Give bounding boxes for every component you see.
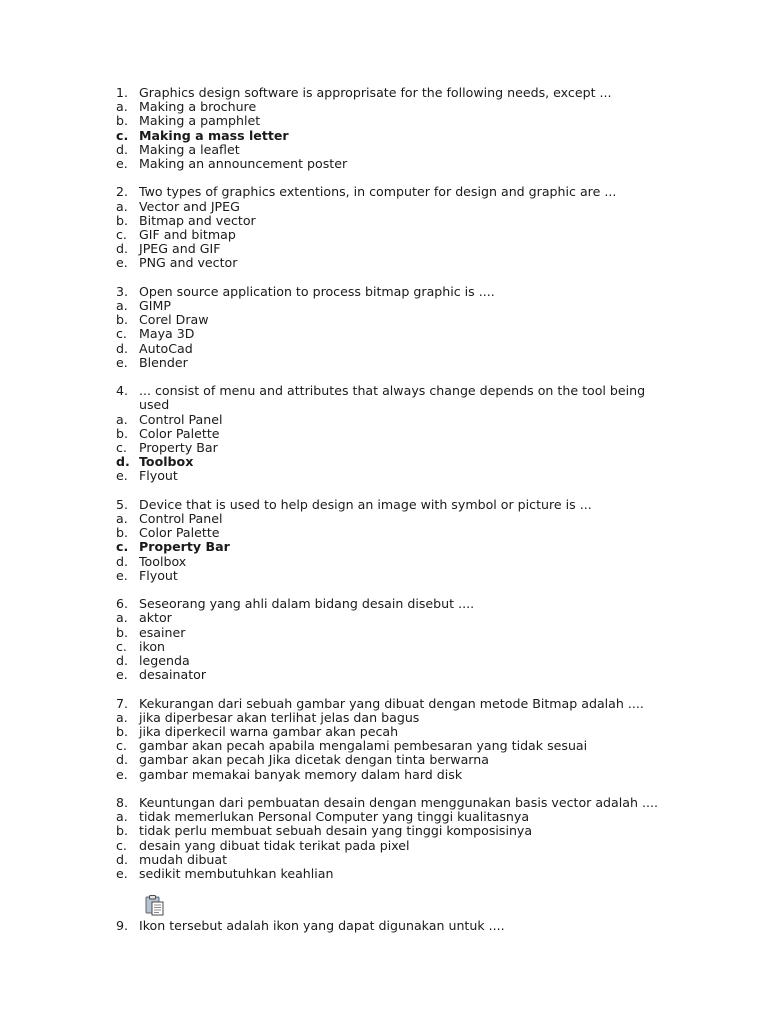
question-3 [116,285,676,370]
question-number: 3. [116,283,129,299]
answer-option [116,143,676,157]
option-letter: c. [116,440,127,456]
option-text: Corel Draw [139,312,209,328]
answer-option [116,455,676,469]
option-text: Bitmap and vector [139,212,256,228]
question-number: 6. [116,596,129,612]
question-number: 5. [116,496,129,512]
option-letter: d. [116,851,128,867]
question-4 [116,384,676,483]
option-letter: b. [116,425,128,441]
option-letter: c. [116,326,127,342]
question-text: Kekurangan dari sebuah gambar yang dibuat dengan metode Bitmap adalah .... [139,695,644,711]
option-letter: d. [116,454,130,470]
option-text: AutoCad [139,340,193,356]
question-text: Ikon tersebut adalah ikon yang dapat digunakan untuk .... [139,918,505,934]
option-letter: c. [116,638,127,654]
option-letter: b. [116,624,128,640]
question-9 [116,919,676,933]
option-letter: e. [116,255,128,271]
answer-option [116,242,676,256]
option-text: Blender [139,354,188,370]
question-stem [116,185,676,199]
option-text: Color Palette [139,525,220,541]
answer-option [116,540,676,554]
question-number: 8. [116,795,129,811]
question-list [116,86,676,881]
question-stem [116,796,676,810]
option-text: desainator [139,667,207,683]
option-letter: b. [116,113,128,129]
answer-option [116,526,676,540]
answer-option [116,739,676,753]
option-text: jika diperbesar akan terlihat jelas dan bagus [139,709,420,725]
option-text: Color Palette [139,425,220,441]
option-letter: d. [116,141,128,157]
answer-option [116,853,676,867]
option-text: Vector and JPEG [139,198,240,214]
option-letter: e. [116,156,128,172]
option-letter: b. [116,823,128,839]
question-text: Device that is used to help design an image with symbol or picture is ... [139,496,592,512]
option-text: JPEG and GIF [139,241,221,257]
option-letter: a. [116,298,128,314]
option-letter: e. [116,667,128,683]
option-text: gambar memakai banyak memory dalam hard disk [139,766,463,782]
option-letter: a. [116,709,128,725]
option-letter: b. [116,724,128,740]
option-letter: a. [116,809,128,825]
option-letter: e. [116,766,128,782]
question-number: 7. [116,695,129,711]
answer-option [116,555,676,569]
option-letter: a. [116,610,128,626]
question-7 [116,697,676,782]
option-text: Control Panel [139,511,223,527]
option-text: Making a pamphlet [139,113,261,129]
option-text: Maya 3D [139,326,195,342]
answer-option [116,824,676,838]
answer-option [116,313,676,327]
option-letter: d. [116,653,128,669]
option-text: sedikit membutuhkan keahlian [139,866,334,882]
option-text: ikon [139,638,166,654]
answer-option [116,611,676,625]
option-letter: a. [116,411,128,427]
question-text: Graphics design software is approprisate for the following needs, except ... [139,85,612,100]
answer-option [116,256,676,270]
option-text: Flyout [139,567,178,583]
question-text: Two types of graphics extentions, in computer for design and graphic are ... [139,184,617,200]
option-text: GIMP [139,298,171,314]
option-text: Making a mass letter [139,127,289,143]
answer-option [116,725,676,739]
question-number: 9. [116,918,129,934]
question-stem [116,285,676,299]
option-letter: d. [116,340,128,356]
option-text: Making a leaflet [139,141,240,157]
option-letter: c. [116,837,127,853]
answer-option [116,810,676,824]
question-stem [116,498,676,512]
question-text: Keuntungan dari pembuatan desain dengan menggunakan basis vector adalah .... [139,795,658,811]
question-number: 4. [116,383,129,399]
option-text: Property Bar [139,440,218,456]
answer-option [116,228,676,242]
option-letter: e. [116,468,128,484]
option-letter: b. [116,212,128,228]
option-text: Toolbox [139,553,187,569]
option-letter: b. [116,312,128,328]
document-body [116,86,676,934]
answer-option [116,867,676,881]
answer-option [116,711,676,725]
answer-option [116,327,676,341]
question-text: Open source application to process bitmap graphic is .... [139,283,495,299]
question-8 [116,796,676,881]
question-9-icon-row [116,895,676,917]
option-letter: a. [116,99,128,115]
answer-option [116,356,676,370]
option-letter: c. [116,539,129,555]
option-text: Making a brochure [139,99,257,115]
question-stem [116,697,676,711]
question-6 [116,597,676,682]
option-text: Toolbox [139,454,194,470]
question-1 [116,86,676,171]
option-text: jika diperkecil warna gambar akan pecah [139,724,399,740]
option-text: tidak memerlukan Personal Computer yang tinggi kualitasnya [139,809,530,825]
answer-option [116,342,676,356]
option-letter: e. [116,354,128,370]
question-stem [116,384,676,412]
option-letter: d. [116,752,128,768]
answer-option [116,299,676,313]
option-letter: c. [116,227,127,243]
answer-option [116,157,676,171]
question-stem [116,597,676,611]
option-letter: a. [116,511,128,527]
option-text: aktor [139,610,172,626]
question-number: 2. [116,184,129,200]
answer-option [116,200,676,214]
answer-option [116,569,676,583]
option-letter: a. [116,198,128,214]
option-text: gambar akan pecah Jika dicetak dengan tinta berwarna [139,752,489,768]
answer-option [116,668,676,682]
answer-option [116,129,676,143]
option-text: Control Panel [139,411,223,427]
question-stem [116,86,676,100]
answer-option [116,654,676,668]
option-letter: d. [116,241,128,257]
question-number: 1. [116,85,129,100]
answer-option [116,768,676,782]
question-text: Seseorang yang ahli dalam bidang desain disebut .... [139,596,475,612]
option-text: gambar akan pecah apabila mengalami pembesaran yang tidak sesuai [139,738,588,754]
option-text: Making an announcement poster [139,156,348,172]
answer-option [116,441,676,455]
option-text: Property Bar [139,539,230,555]
option-letter: d. [116,553,128,569]
option-letter: e. [116,866,128,882]
answer-option [116,114,676,128]
option-letter: b. [116,525,128,541]
answer-option [116,214,676,228]
answer-option [116,512,676,526]
option-letter: c. [116,738,127,754]
answer-option [116,413,676,427]
answer-option [116,469,676,483]
option-text: tidak perlu membuat sebuah desain yang tinggi komposisinya [139,823,533,839]
option-text: esainer [139,624,186,640]
question-text: ... consist of menu and attributes that always change depends on the tool being used [139,383,646,413]
answer-option [116,753,676,767]
option-text: legenda [139,653,190,669]
question-2 [116,185,676,270]
option-text: mudah dibuat [139,851,228,867]
question-5 [116,498,676,583]
option-text: PNG and vector [139,255,238,271]
answer-option [116,626,676,640]
answer-option [116,427,676,441]
option-text: GIF and bitmap [139,227,236,243]
answer-option [116,100,676,114]
paste-clipboard-icon [143,893,167,917]
option-text: desain yang dibuat tidak terikat pada pixel [139,837,410,853]
answer-option [116,640,676,654]
option-text: Flyout [139,468,178,484]
answer-option [116,839,676,853]
option-letter: e. [116,567,128,583]
option-letter: c. [116,127,129,143]
